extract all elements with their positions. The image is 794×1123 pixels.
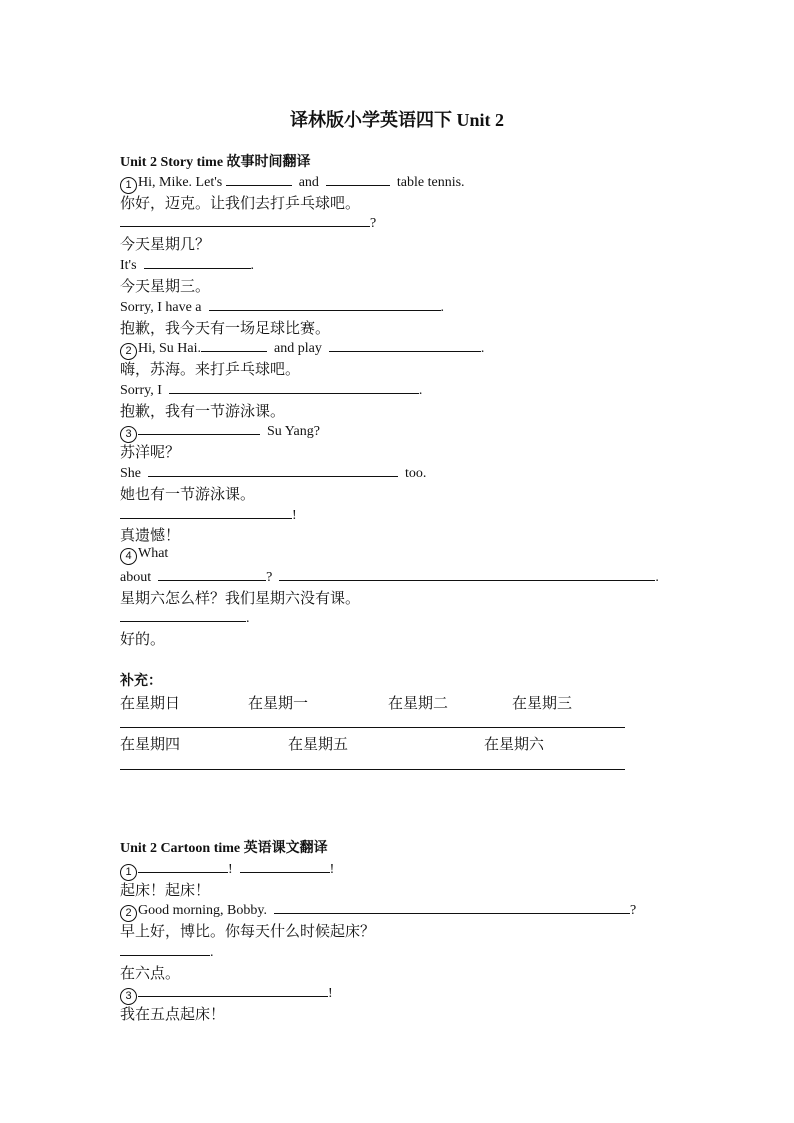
- story-line-12: [120, 608, 250, 627]
- circle-number-2: 2: [120, 905, 137, 922]
- story-translation-9: 真遗憾！: [120, 526, 181, 544]
- answer-blank[interactable]: [148, 463, 398, 477]
- weekday-friday: 在星期五: [288, 735, 349, 753]
- story-heading-en: Unit 2 Story time: [120, 155, 227, 170]
- cartoon-line-2: [120, 900, 636, 922]
- story-line-9: [120, 505, 297, 524]
- line-text: ?: [629, 903, 637, 918]
- story-translation-12: 好的。: [120, 630, 166, 648]
- line-text: .: [210, 945, 214, 960]
- line-text: .: [418, 383, 423, 398]
- story-line-11: [120, 567, 659, 586]
- cartoon-translation-3: 在六点。: [120, 964, 181, 982]
- story-line-1: [120, 172, 465, 194]
- answer-blank[interactable]: [274, 900, 630, 914]
- cartoon-heading-zh: 英语课文翻译: [243, 840, 328, 856]
- story-translation-7: 苏洋呢？: [120, 443, 181, 461]
- supplement-heading: [120, 670, 162, 690]
- line-text: .: [480, 341, 485, 356]
- story-translation-3: 今天星期三。: [120, 277, 211, 295]
- weekday-saturday: 在星期六: [484, 735, 545, 753]
- line-text: Sorry, I: [120, 383, 162, 398]
- line-text: She: [120, 466, 141, 481]
- answer-blank[interactable]: [138, 859, 228, 873]
- line-text: table tennis.: [396, 175, 465, 190]
- answer-blank[interactable]: [329, 338, 481, 352]
- line-text: Su Yang?: [267, 424, 320, 439]
- cartoon-translation-4: 我在五点起床！: [120, 1005, 226, 1023]
- story-translation-6: 抱歉，我有一节游泳课。: [120, 402, 286, 420]
- cartoon-translation-2: 早上好，博比。你每天什么时候起床？: [120, 922, 376, 940]
- story-line-4: [120, 297, 444, 316]
- answer-blank[interactable]: [120, 942, 210, 956]
- line-text: about: [120, 570, 152, 585]
- story-line-5: [120, 338, 484, 360]
- story-translation-8: 她也有一节游泳课。: [120, 485, 256, 503]
- weekday-tuesday: 在星期二: [388, 694, 449, 712]
- line-text: .: [246, 611, 250, 626]
- line-text: Hi, Su Hai.: [138, 341, 201, 356]
- answer-blank[interactable]: [138, 421, 260, 435]
- weekday-monday: 在星期一: [248, 694, 309, 712]
- line-text: !: [328, 986, 333, 1001]
- page-title: 译林版小学英语四下 Unit 2: [289, 110, 504, 130]
- answer-blank[interactable]: [120, 505, 292, 519]
- story-translation-11: 星期六怎么样？我们星期六没有课。: [120, 589, 361, 607]
- weekday-thursday: 在星期四: [120, 735, 181, 753]
- story-line-7: [120, 421, 320, 443]
- circle-number-4: 4: [120, 548, 137, 565]
- story-translation-5: 嗨，苏海。来打乒乓球吧。: [120, 360, 301, 378]
- weekday-sunday: 在星期日: [120, 694, 181, 712]
- answer-line[interactable]: [120, 727, 625, 728]
- answer-blank[interactable]: [120, 608, 246, 622]
- story-translation-4: 抱歉，我今天有一场足球比赛。: [120, 319, 331, 337]
- line-text: and: [298, 175, 319, 190]
- cartoon-line-4: [120, 983, 333, 1005]
- line-text: .: [655, 570, 659, 585]
- answer-blank[interactable]: [120, 213, 370, 227]
- answer-blank[interactable]: [226, 172, 292, 186]
- answer-blank[interactable]: [240, 859, 330, 873]
- line-text: ?: [370, 216, 377, 231]
- answer-blank[interactable]: [201, 338, 267, 352]
- line-text: It's: [120, 258, 137, 273]
- line-text: Hi, Mike. Let's: [138, 175, 223, 190]
- story-translation-1: 你好，迈克。让我们去打乒乓球吧。: [120, 194, 361, 212]
- answer-blank[interactable]: [209, 297, 441, 311]
- circle-number-1: 1: [120, 864, 137, 881]
- line-text: What: [138, 546, 169, 561]
- answer-blank[interactable]: [144, 255, 251, 269]
- line-text: .: [250, 258, 255, 273]
- line-text: Sorry, I have a: [120, 300, 202, 315]
- story-translation-2: 今天星期几？: [120, 235, 211, 253]
- story-heading: [120, 151, 311, 171]
- line-text: Good morning, Bobby.: [138, 903, 267, 918]
- cartoon-line-1: [120, 859, 334, 881]
- line-text: !: [329, 862, 335, 877]
- cartoon-line-3: [120, 942, 214, 961]
- line-text: .: [440, 300, 445, 315]
- line-text: and play: [274, 341, 322, 356]
- story-line-10: [120, 546, 168, 565]
- story-heading-zh: 故事时间翻译: [226, 154, 311, 170]
- cartoon-heading: [120, 837, 328, 857]
- story-line-6: [120, 380, 422, 399]
- answer-blank[interactable]: [169, 380, 419, 394]
- circle-number-2: 2: [120, 343, 137, 360]
- line-text: ?: [266, 570, 273, 585]
- answer-blank[interactable]: [158, 567, 266, 581]
- weekday-wednesday: 在星期三: [512, 694, 573, 712]
- answer-blank[interactable]: [326, 172, 390, 186]
- cartoon-heading-en: Unit 2 Cartoon time: [120, 841, 244, 856]
- circle-number-1: 1: [120, 177, 137, 194]
- line-text: !: [292, 508, 297, 523]
- cartoon-translation-1: 起床！起床！: [120, 881, 211, 899]
- story-line-2: [120, 213, 376, 232]
- story-line-3: [120, 255, 254, 274]
- answer-blank[interactable]: [138, 983, 328, 997]
- answer-line[interactable]: [120, 769, 625, 770]
- answer-blank[interactable]: [279, 567, 655, 581]
- line-text: !: [228, 862, 233, 877]
- supplement-heading-text: 补充：: [120, 673, 162, 689]
- circle-number-3: 3: [120, 988, 137, 1005]
- circle-number-3: 3: [120, 426, 137, 443]
- line-text: too.: [405, 466, 427, 481]
- story-line-8: [120, 463, 426, 482]
